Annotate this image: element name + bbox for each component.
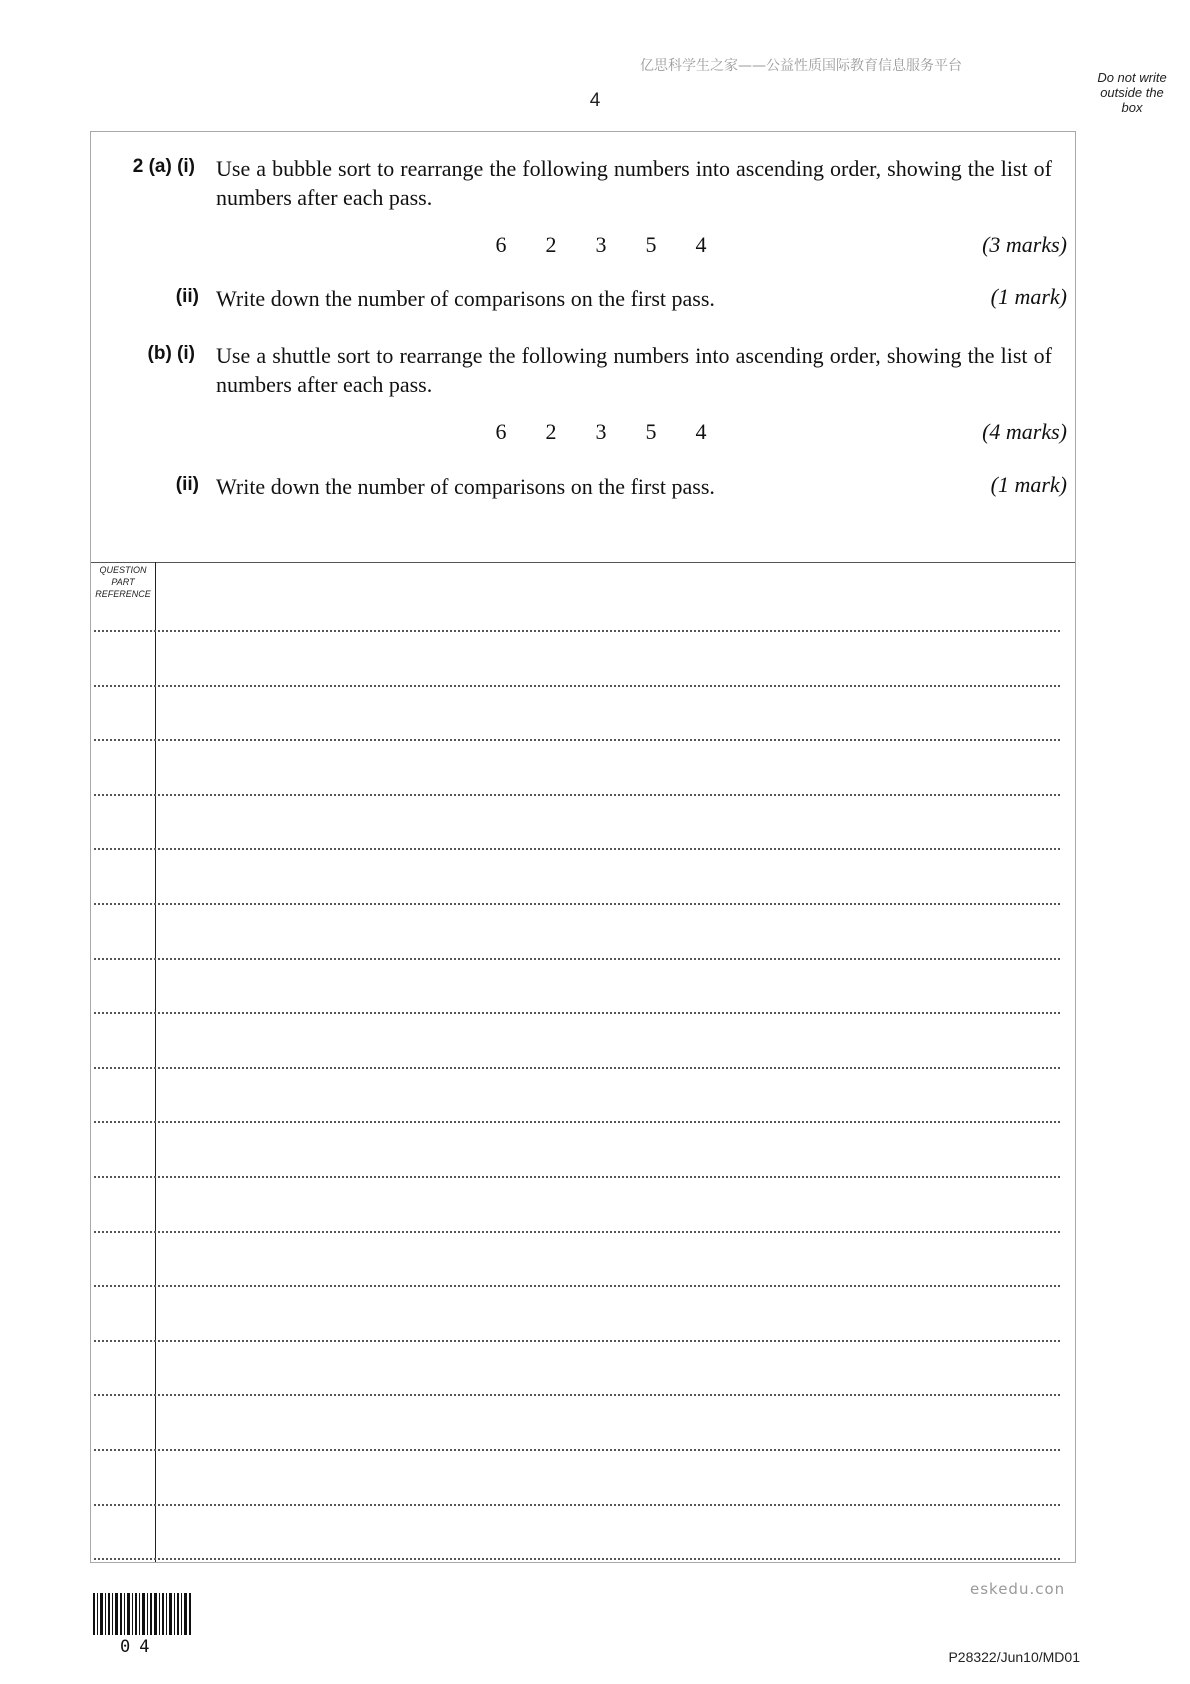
number: 4 bbox=[695, 232, 707, 257]
question-text: Write down the number of comparisons on the first pass. bbox=[216, 474, 715, 499]
question-area bbox=[91, 132, 1075, 563]
marks-label: (4 marks) bbox=[982, 419, 1067, 444]
answer-lines[interactable] bbox=[94, 562, 1060, 1562]
barcode-icon bbox=[93, 1593, 193, 1635]
answer-line[interactable] bbox=[94, 1067, 1060, 1069]
number: 6 bbox=[495, 232, 507, 257]
answer-line[interactable] bbox=[94, 848, 1060, 850]
answer-line[interactable] bbox=[94, 685, 1060, 687]
marks-label: (1 mark) bbox=[990, 284, 1067, 309]
page-number: 4 bbox=[589, 90, 601, 111]
question-label: 2 (a) (i) bbox=[132, 156, 195, 177]
reference-label: QUESTION PART REFERENCE bbox=[95, 565, 151, 599]
number-list bbox=[491, 419, 711, 445]
number: 4 bbox=[695, 419, 707, 444]
answer-line[interactable] bbox=[94, 1285, 1060, 1287]
answer-line[interactable] bbox=[94, 1176, 1060, 1178]
number: 3 bbox=[595, 232, 607, 257]
number: 6 bbox=[495, 419, 507, 444]
question-text: Use a bubble sort to rearrange the following numbers into ascending order, showing the list of numbers after each pass. bbox=[216, 156, 1052, 210]
number: 5 bbox=[645, 232, 657, 257]
barcode-text: 04 bbox=[120, 1637, 159, 1657]
answer-line[interactable] bbox=[94, 1340, 1060, 1342]
watermark: 亿思科学生之家——公益性质国际教育信息服务平台 bbox=[640, 58, 962, 74]
question-label: (b) (i) bbox=[147, 343, 195, 364]
answer-line[interactable] bbox=[94, 794, 1060, 796]
question-text: Write down the number of comparisons on the first pass. bbox=[216, 286, 715, 311]
answer-line[interactable] bbox=[94, 1504, 1060, 1506]
question-text: Use a shuttle sort to rearrange the following numbers into ascending order, showing the list of numbers after each pass. bbox=[216, 343, 1052, 397]
number: 2 bbox=[545, 232, 557, 257]
margin-note: Do not write outside the box bbox=[1097, 70, 1167, 115]
answer-line[interactable] bbox=[94, 1394, 1060, 1396]
answer-line[interactable] bbox=[94, 1558, 1060, 1560]
answer-line[interactable] bbox=[94, 1012, 1060, 1014]
answer-line[interactable] bbox=[94, 903, 1060, 905]
marks-label: (3 marks) bbox=[982, 232, 1067, 257]
number-list bbox=[491, 232, 711, 258]
answer-line[interactable] bbox=[94, 1121, 1060, 1123]
answer-line[interactable] bbox=[94, 1231, 1060, 1233]
answer-area bbox=[91, 562, 1075, 1562]
answer-line[interactable] bbox=[94, 1449, 1060, 1451]
question-label: (ii) bbox=[175, 474, 199, 495]
answer-line[interactable] bbox=[94, 630, 1060, 632]
question-label: (ii) bbox=[175, 286, 199, 307]
answer-line[interactable] bbox=[94, 958, 1060, 960]
answer-line[interactable] bbox=[94, 739, 1060, 741]
number: 5 bbox=[645, 419, 657, 444]
paper-reference: P28322/Jun10/MD01 bbox=[948, 1649, 1080, 1665]
question-box bbox=[90, 131, 1076, 1563]
footer-site: eskedu.con bbox=[970, 1580, 1066, 1598]
marks-label: (1 mark) bbox=[990, 472, 1067, 497]
number: 2 bbox=[545, 419, 557, 444]
number: 3 bbox=[595, 419, 607, 444]
